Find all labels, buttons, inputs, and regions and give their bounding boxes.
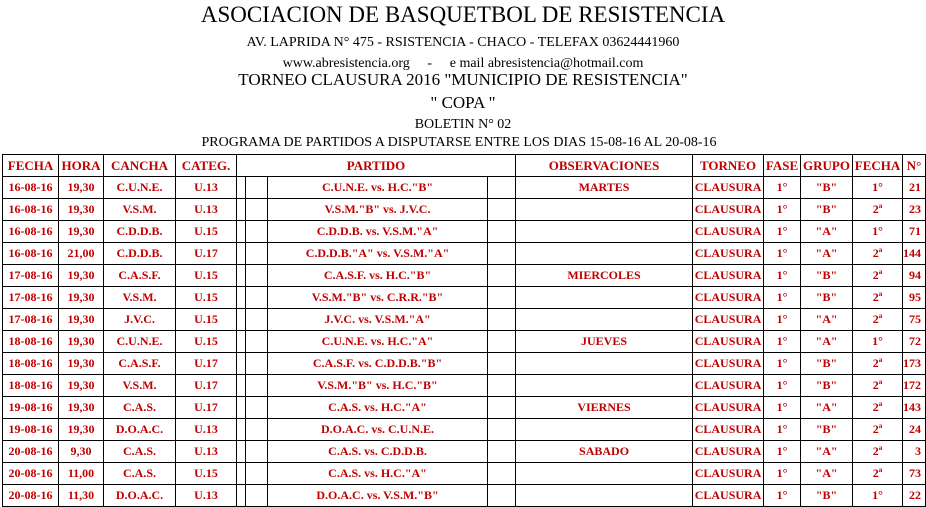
- cell-partido: J.V.C. vs. V.S.M."A": [268, 309, 488, 331]
- cell-spacer: [237, 485, 246, 507]
- cell-hora: 19,30: [59, 375, 104, 397]
- cell-observaciones: MARTES: [516, 177, 693, 199]
- cell-categ: U.17: [176, 353, 237, 375]
- cell-spacer: [237, 331, 246, 353]
- cell-observaciones: [516, 353, 693, 375]
- table-row: [3, 463, 926, 485]
- cell-fecha-num: 2ª: [853, 375, 903, 397]
- cell-spacer: [488, 243, 516, 265]
- cell-cancha: C.A.S.F.: [104, 265, 176, 287]
- cell-fecha-num: 2ª: [853, 199, 903, 221]
- cell-grupo: "A": [801, 463, 853, 485]
- cell-fase: 1°: [764, 221, 801, 243]
- copa-title: " COPA ": [430, 93, 496, 112]
- cell-numero: 24: [903, 419, 926, 441]
- cell-categ: U.15: [176, 309, 237, 331]
- cell-spacer: [488, 441, 516, 463]
- cell-spacer: [237, 441, 246, 463]
- cell-fecha-num: 1°: [853, 331, 903, 353]
- cell-fase: 1°: [764, 485, 801, 507]
- cell-fecha: 18-08-16: [3, 331, 59, 353]
- cell-partido: C.U.N.E. vs. H.C."B": [268, 177, 488, 199]
- cell-cancha: C.A.S.F.: [104, 353, 176, 375]
- cell-observaciones: [516, 485, 693, 507]
- cell-spacer: [246, 419, 268, 441]
- table-row: [3, 375, 926, 397]
- bulletin-number: BOLETIN N° 02: [414, 117, 512, 132]
- cell-numero: 143: [903, 397, 926, 419]
- cell-observaciones: JUEVES: [516, 331, 693, 353]
- cell-numero: 3: [903, 441, 926, 463]
- cell-partido: C.A.S.F. vs. C.D.D.B."B": [268, 353, 488, 375]
- cell-fase: 1°: [764, 177, 801, 199]
- cell-grupo: "A": [801, 397, 853, 419]
- cell-numero: 71: [903, 221, 926, 243]
- cell-hora: 19,30: [59, 309, 104, 331]
- cell-fecha-num: 1°: [853, 221, 903, 243]
- cell-categ: U.17: [176, 243, 237, 265]
- org-title: ASOCIACION DE BASQUETBOL DE RESISTENCIA: [200, 2, 726, 27]
- cell-spacer: [488, 375, 516, 397]
- cell-numero: 172: [903, 375, 926, 397]
- cell-observaciones: MIERCOLES: [516, 265, 693, 287]
- table-row: [3, 287, 926, 309]
- cell-categ: U.13: [176, 419, 237, 441]
- cell-fecha: 16-08-16: [3, 177, 59, 199]
- cell-cancha: C.U.N.E.: [104, 177, 176, 199]
- cell-cancha: C.D.D.B.: [104, 221, 176, 243]
- cell-fecha-num: 2ª: [853, 419, 903, 441]
- cell-fecha-num: 2ª: [853, 309, 903, 331]
- cell-categ: U.15: [176, 463, 237, 485]
- cell-spacer: [246, 243, 268, 265]
- cell-fecha-num: 2ª: [853, 397, 903, 419]
- cell-fase: 1°: [764, 243, 801, 265]
- cell-spacer: [488, 397, 516, 419]
- cell-spacer: [237, 375, 246, 397]
- website-text: www.abresistencia.org: [282, 56, 410, 71]
- col-partido: PARTIDO: [237, 155, 516, 177]
- cell-partido: C.U.N.E. vs. H.C."A": [268, 331, 488, 353]
- cell-fecha: 16-08-16: [3, 221, 59, 243]
- cell-grupo: "B": [801, 375, 853, 397]
- cell-spacer: [488, 419, 516, 441]
- col-torneo: TORNEO: [693, 155, 764, 177]
- table-row: [3, 419, 926, 441]
- table-row: [3, 243, 926, 265]
- cell-fecha-num: 2ª: [853, 441, 903, 463]
- cell-hora: 19,30: [59, 397, 104, 419]
- cell-grupo: "A": [801, 243, 853, 265]
- cell-cancha: V.S.M.: [104, 287, 176, 309]
- cell-spacer: [488, 485, 516, 507]
- cell-spacer: [488, 287, 516, 309]
- cell-fecha: 18-08-16: [3, 353, 59, 375]
- cell-spacer: [237, 177, 246, 199]
- cell-cancha: C.A.S.: [104, 397, 176, 419]
- cell-observaciones: [516, 287, 693, 309]
- cell-spacer: [488, 331, 516, 353]
- cell-partido: C.A.S. vs. H.C."A": [268, 463, 488, 485]
- cell-numero: 94: [903, 265, 926, 287]
- col-observaciones: OBSERVACIONES: [516, 155, 693, 177]
- program-subtitle: [0, 135, 926, 151]
- cell-numero: 173: [903, 353, 926, 375]
- cell-fecha: 17-08-16: [3, 309, 59, 331]
- table-row: [3, 221, 926, 243]
- col-fecha-num: FECHA: [853, 155, 903, 177]
- cell-fase: 1°: [764, 353, 801, 375]
- cell-grupo: "A": [801, 441, 853, 463]
- cell-fase: 1°: [764, 265, 801, 287]
- cell-spacer: [488, 309, 516, 331]
- cell-fase: 1°: [764, 419, 801, 441]
- cell-spacer: [488, 353, 516, 375]
- cell-spacer: [246, 397, 268, 419]
- cell-categ: U.13: [176, 441, 237, 463]
- cell-partido: D.O.A.C. vs. V.S.M."B": [268, 485, 488, 507]
- cell-spacer: [246, 485, 268, 507]
- cell-fecha-num: 1°: [853, 485, 903, 507]
- cell-partido: C.D.D.B."A" vs. V.S.M."A": [268, 243, 488, 265]
- cell-torneo: CLAUSURA: [693, 331, 764, 353]
- cell-spacer: [488, 199, 516, 221]
- cell-hora: 19,30: [59, 331, 104, 353]
- cell-spacer: [488, 221, 516, 243]
- cell-hora: 19,30: [59, 287, 104, 309]
- cell-categ: U.15: [176, 221, 237, 243]
- cell-fecha-num: 2ª: [853, 287, 903, 309]
- cell-categ: U.17: [176, 375, 237, 397]
- cell-categ: U.15: [176, 265, 237, 287]
- cell-torneo: CLAUSURA: [693, 309, 764, 331]
- cell-spacer: [237, 397, 246, 419]
- fixtures-table: [2, 154, 926, 507]
- cell-torneo: CLAUSURA: [693, 199, 764, 221]
- cell-categ: U.15: [176, 331, 237, 353]
- cell-grupo: "A": [801, 309, 853, 331]
- table-row: [3, 199, 926, 221]
- cell-observaciones: VIERNES: [516, 397, 693, 419]
- cell-hora: 19,30: [59, 419, 104, 441]
- cell-hora: 19,30: [59, 221, 104, 243]
- cell-hora: 11,00: [59, 463, 104, 485]
- cell-torneo: CLAUSURA: [693, 485, 764, 507]
- cell-numero: 72: [903, 331, 926, 353]
- cell-torneo: CLAUSURA: [693, 375, 764, 397]
- cell-partido: V.S.M."B" vs. J.V.C.: [268, 199, 488, 221]
- table-row: [3, 309, 926, 331]
- cell-spacer: [246, 199, 268, 221]
- cell-numero: 95: [903, 287, 926, 309]
- cell-cancha: C.D.D.B.: [104, 243, 176, 265]
- cell-categ: U.15: [176, 287, 237, 309]
- email-text: e mail abresistencia@hotmail.com: [449, 56, 644, 71]
- cell-grupo: "B": [801, 199, 853, 221]
- cell-fecha: 17-08-16: [3, 287, 59, 309]
- cell-grupo: "B": [801, 353, 853, 375]
- cell-spacer: [488, 463, 516, 485]
- table-row: [3, 331, 926, 353]
- col-fase: FASE: [764, 155, 801, 177]
- cell-observaciones: [516, 199, 693, 221]
- tournament-title: TORNEO CLAUSURA 2016 "MUNICIPIO DE RESISTENCIA": [238, 70, 688, 89]
- cell-spacer: [246, 441, 268, 463]
- table-row: [3, 441, 926, 463]
- table-header-row: [3, 155, 926, 177]
- cell-fase: 1°: [764, 441, 801, 463]
- cell-observaciones: [516, 309, 693, 331]
- cell-categ: U.17: [176, 397, 237, 419]
- cell-partido: C.A.S. vs. H.C."A": [268, 397, 488, 419]
- cell-torneo: CLAUSURA: [693, 441, 764, 463]
- cell-spacer: [246, 331, 268, 353]
- cell-spacer: [237, 221, 246, 243]
- cell-fecha-num: 2ª: [853, 463, 903, 485]
- cell-spacer: [246, 375, 268, 397]
- cell-cancha: D.O.A.C.: [104, 485, 176, 507]
- cell-fecha: 17-08-16: [3, 265, 59, 287]
- cell-fase: 1°: [764, 375, 801, 397]
- cell-hora: 21,00: [59, 243, 104, 265]
- cell-partido: V.S.M."B" vs. C.R.R."B": [268, 287, 488, 309]
- contact-separator: -: [427, 56, 433, 71]
- cell-numero: 144: [903, 243, 926, 265]
- cell-fecha: 16-08-16: [3, 243, 59, 265]
- cell-hora: 19,30: [59, 177, 104, 199]
- cell-categ: U.13: [176, 177, 237, 199]
- cell-observaciones: SABADO: [516, 441, 693, 463]
- cell-cancha: J.V.C.: [104, 309, 176, 331]
- cell-categ: U.13: [176, 199, 237, 221]
- cell-observaciones: [516, 375, 693, 397]
- col-fecha: FECHA: [3, 155, 59, 177]
- cell-fecha: 20-08-16: [3, 485, 59, 507]
- cell-observaciones: [516, 463, 693, 485]
- cell-partido: V.S.M."B" vs. H.C."B": [268, 375, 488, 397]
- cell-numero: 23: [903, 199, 926, 221]
- table-row: [3, 265, 926, 287]
- cell-grupo: "B": [801, 177, 853, 199]
- cell-spacer: [246, 309, 268, 331]
- cell-fecha-num: 2ª: [853, 243, 903, 265]
- cell-spacer: [246, 353, 268, 375]
- table-row: [3, 485, 926, 507]
- cell-spacer: [237, 199, 246, 221]
- cell-cancha: C.A.S.: [104, 441, 176, 463]
- cell-hora: 9,30: [59, 441, 104, 463]
- cell-spacer: [246, 287, 268, 309]
- col-hora: HORA: [59, 155, 104, 177]
- cell-fecha: 20-08-16: [3, 463, 59, 485]
- cell-fecha: 20-08-16: [3, 441, 59, 463]
- cell-spacer: [237, 463, 246, 485]
- cell-torneo: CLAUSURA: [693, 221, 764, 243]
- cell-hora: 19,30: [59, 265, 104, 287]
- cell-spacer: [237, 243, 246, 265]
- table-row: [3, 353, 926, 375]
- col-categ: CATEG.: [176, 155, 237, 177]
- cell-cancha: V.S.M.: [104, 375, 176, 397]
- cell-torneo: CLAUSURA: [693, 419, 764, 441]
- cell-numero: 75: [903, 309, 926, 331]
- cell-observaciones: [516, 243, 693, 265]
- cell-grupo: "B": [801, 265, 853, 287]
- cell-cancha: C.U.N.E.: [104, 331, 176, 353]
- cell-fase: 1°: [764, 331, 801, 353]
- cell-torneo: CLAUSURA: [693, 287, 764, 309]
- cell-cancha: C.A.S.: [104, 463, 176, 485]
- cell-hora: 19,30: [59, 353, 104, 375]
- cell-cancha: V.S.M.: [104, 199, 176, 221]
- col-numero: N°: [903, 155, 926, 177]
- cell-torneo: CLAUSURA: [693, 177, 764, 199]
- cell-fecha: 19-08-16: [3, 397, 59, 419]
- cell-spacer: [488, 265, 516, 287]
- cell-observaciones: [516, 419, 693, 441]
- cell-grupo: "B": [801, 485, 853, 507]
- cell-torneo: CLAUSURA: [693, 463, 764, 485]
- col-cancha: CANCHA: [104, 155, 176, 177]
- cell-fecha: 19-08-16: [3, 419, 59, 441]
- table-row: [3, 177, 926, 199]
- cell-grupo: "B": [801, 419, 853, 441]
- program-text: PROGRAMA DE PARTIDOS A DISPUTARSE ENTRE LOS DIAS 15-08-16 AL 20-08-16: [201, 135, 717, 150]
- cell-observaciones: [516, 221, 693, 243]
- cell-numero: 22: [903, 485, 926, 507]
- cell-grupo: "B": [801, 287, 853, 309]
- cell-grupo: "A": [801, 221, 853, 243]
- cell-numero: 73: [903, 463, 926, 485]
- cell-grupo: "A": [801, 331, 853, 353]
- cell-fase: 1°: [764, 287, 801, 309]
- cell-numero: 21: [903, 177, 926, 199]
- cell-partido: C.A.S.F. vs. H.C."B": [268, 265, 488, 287]
- cell-hora: 19,30: [59, 199, 104, 221]
- cell-categ: U.13: [176, 485, 237, 507]
- table-row: [3, 397, 926, 419]
- cell-spacer: [237, 287, 246, 309]
- cell-hora: 11,30: [59, 485, 104, 507]
- cell-cancha: D.O.A.C.: [104, 419, 176, 441]
- cell-spacer: [237, 353, 246, 375]
- cell-torneo: CLAUSURA: [693, 353, 764, 375]
- cell-spacer: [246, 463, 268, 485]
- cell-spacer: [237, 419, 246, 441]
- cell-partido: D.O.A.C. vs. C.U.N.E.: [268, 419, 488, 441]
- cell-spacer: [246, 265, 268, 287]
- cell-torneo: CLAUSURA: [693, 265, 764, 287]
- cell-spacer: [246, 221, 268, 243]
- cell-spacer: [237, 309, 246, 331]
- cell-fecha-num: 2ª: [853, 353, 903, 375]
- cell-torneo: CLAUSURA: [693, 243, 764, 265]
- cell-spacer: [488, 177, 516, 199]
- cell-spacer: [237, 265, 246, 287]
- cell-fase: 1°: [764, 199, 801, 221]
- cell-fase: 1°: [764, 397, 801, 419]
- org-address: AV. LAPRIDA N° 475 - RSISTENCIA - CHACO - TELEFAX 03624441960: [246, 35, 680, 50]
- cell-fase: 1°: [764, 309, 801, 331]
- cell-partido: C.D.D.B. vs. V.S.M."A": [268, 221, 488, 243]
- cell-spacer: [246, 177, 268, 199]
- cell-fecha: 16-08-16: [3, 199, 59, 221]
- col-grupo: GRUPO: [801, 155, 853, 177]
- cell-partido: C.A.S. vs. C.D.D.B.: [268, 441, 488, 463]
- cell-torneo: CLAUSURA: [693, 397, 764, 419]
- cell-fecha-num: 2ª: [853, 265, 903, 287]
- cell-fecha-num: 1°: [853, 177, 903, 199]
- cell-fase: 1°: [764, 463, 801, 485]
- cell-fecha: 18-08-16: [3, 375, 59, 397]
